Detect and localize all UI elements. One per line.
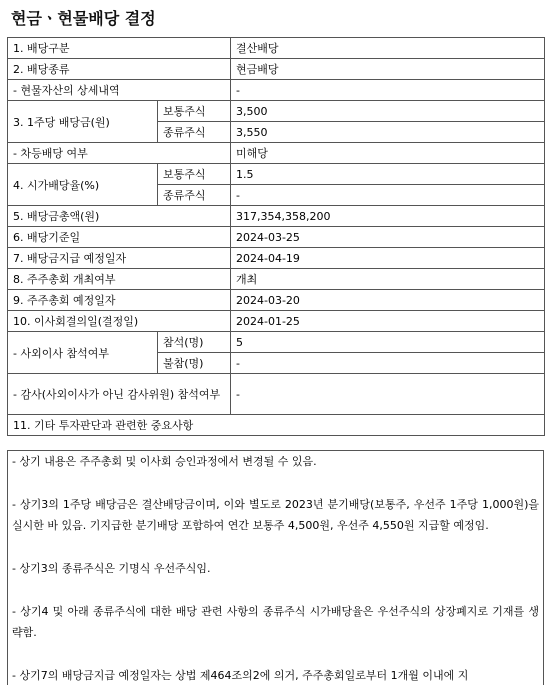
row-value: 1.5 [231,164,545,185]
row-label: 3. 1주당 배당금(원) [8,101,158,143]
row-label: - 차등배당 여부 [8,143,231,164]
table-row [8,248,545,269]
table-row [8,332,545,353]
row-sublabel: 참석(명) [158,332,231,353]
row-label: 6. 배당기준일 [8,227,231,248]
row-label: 8. 주주총회 개최여부 [8,269,231,290]
row-value: - [231,80,545,101]
row-value: - [231,374,545,415]
row-sublabel: 종류주식 [158,122,231,143]
row-value: - [231,353,545,374]
row-value: 미해당 [231,143,545,164]
row-sublabel: 불참(명) [158,353,231,374]
table-row [8,59,545,80]
row-value: 5 [231,332,545,353]
row-value: 3,500 [231,101,545,122]
row-label: 1. 배당구분 [8,38,231,59]
table-row [8,269,545,290]
row-label: 7. 배당금지급 예정일자 [8,248,231,269]
row-value: 현금배당 [231,59,545,80]
row-value: 2024-03-20 [231,290,545,311]
row-value: 개최 [231,269,545,290]
table-row [8,38,545,59]
row-label: - 감사(사외이사가 아닌 감사위원) 참석여부 [8,374,231,415]
table-row [8,80,545,101]
row-label: 5. 배당금총액(원) [8,206,231,227]
section-heading: 11. 기타 투자판단과 관련한 중요사항 [8,415,545,436]
row-sublabel: 보통주식 [158,101,231,122]
row-value: 결산배당 [231,38,545,59]
row-label: - 현물자산의 상세내역 [8,80,231,101]
dividend-table [7,37,545,436]
row-sublabel: 보통주식 [158,164,231,185]
table-row [8,143,545,164]
table-row [8,206,545,227]
note-paragraph: - 상기 내용은 주주총회 및 이사회 승인과정에서 변경될 수 있음. [12,455,317,468]
row-value: 2024-04-19 [231,248,545,269]
row-value: 2024-01-25 [231,311,545,332]
row-label: - 사외이사 참석여부 [8,332,158,374]
table-row [8,227,545,248]
note-paragraph: - 상기3의 종류주식은 기명식 우선주식임. [12,562,211,575]
table-row [8,311,545,332]
row-label: 2. 배당종류 [8,59,231,80]
page-title: 현금ㆍ현물배당 결정 [11,9,156,28]
table-row [8,290,545,311]
note-paragraph: - 상기4 및 아래 종류주식에 대한 배당 관련 사항의 종류주식 시가배당율은 우선주식의 상장폐지로 기재를 생략함. [12,605,539,639]
table-row [8,101,545,122]
row-value: 317,354,358,200 [231,206,545,227]
row-sublabel: 종류주식 [158,185,231,206]
table-row [8,374,545,415]
row-label: 9. 주주총회 예정일자 [8,290,231,311]
row-label: 10. 이사회결의일(결정일) [8,311,231,332]
note-paragraph: - 상기7의 배당금지급 예정일자는 상법 제464조의2에 의거, 주주총회일로부터 1개월 이내에 지 [12,669,469,682]
row-value: 2024-03-25 [231,227,545,248]
row-value: 3,550 [231,122,545,143]
row-label: 4. 시가배당율(%) [8,164,158,206]
row-value: - [231,185,545,206]
notes-section [7,450,544,685]
note-paragraph: - 상기3의 1주당 배당금은 결산배당금이며, 이와 별도로 2023년 분기배당(보통주, 우선주 1주당 1,000원)을 실시한 바 있음. 기지급한 분기배당 포함하여 연간 보통주 4,500원, 우선주 4,550원 지급할 예정임. [12,498,543,532]
table-row [8,164,545,185]
table-row [8,415,545,436]
